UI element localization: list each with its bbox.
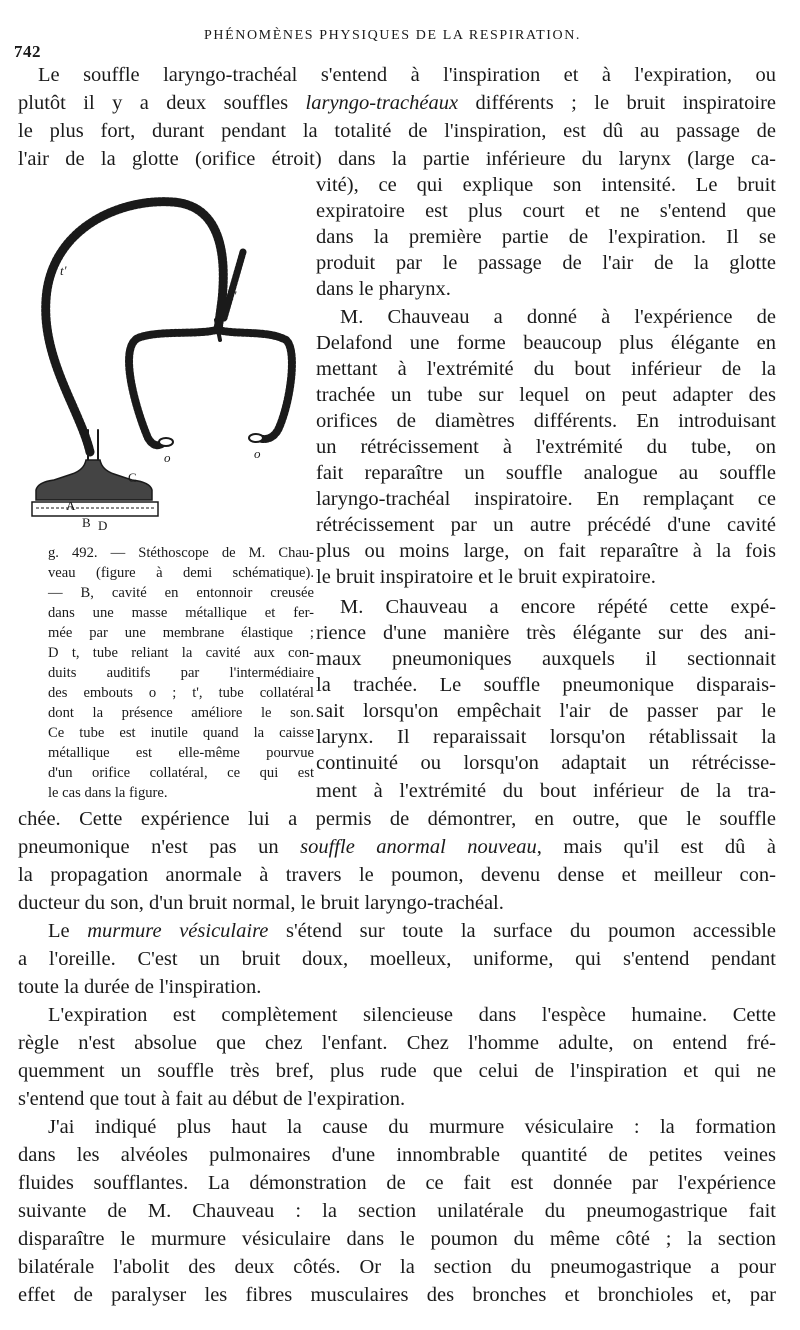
body-line: suivante de M. Chauveau : la section unilatérale du pneumogastrique fait: [18, 1200, 776, 1222]
running-head: PHÉNOMÈNES PHYSIQUES DE LA RESPIRATION.: [204, 28, 582, 43]
body-line: ment à l'extrémité du bout inférieur de la tra-: [316, 780, 776, 802]
figure-caption-line: Ce tube est inutile quand la caisse: [48, 725, 314, 741]
body-line: fait reparaître un souffle analogue au souffle: [316, 462, 776, 484]
figure-caption-line: le cas dans la figure.: [48, 785, 168, 801]
label-C: C: [128, 470, 137, 485]
body-line: dans la première partie de l'expiration. Il se: [316, 226, 776, 248]
body-line: orifices de diamètres différents. En introduisant: [316, 410, 776, 432]
body-line: produit par le passage de l'air de la glotte: [316, 252, 776, 274]
body-line: maux pneumoniques auxquels il sectionnait: [316, 648, 776, 670]
page-number: 742: [14, 42, 41, 61]
body-line: rétrécissement par un autre précédé d'une cavité: [316, 514, 776, 536]
body-line: continuité ou lorsqu'on adaptait un rétrécisse-: [316, 752, 776, 774]
body-line: plutôt il y a deux souffles laryngo-trachéaux différents ; le bruit inspiratoire: [18, 92, 776, 114]
figure-caption-line: dont la présence améliore le son.: [48, 705, 314, 721]
label-t-prime-right: t': [230, 288, 237, 303]
body-line: rience d'une manière très élégante sur des ani-: [316, 622, 776, 644]
body-line: quemment un souffle très bref, plus rude que celui de l'inspiration et qui ne: [18, 1060, 776, 1082]
body-line: bilatérale l'abolit des deux côtés. Or la section du pneumogastrique a pour: [18, 1256, 776, 1278]
body-line: trachée un tube sur lequel on peut adapter des: [316, 384, 776, 406]
label-A: A: [66, 498, 76, 513]
page-header: [14, 24, 784, 61]
body-line: sait lorsqu'on empêchait l'air de passer par le: [316, 700, 776, 722]
body-line: un rétrécissement à l'extrémité du tube, on: [316, 436, 776, 458]
body-line: règle n'est absolue que chez l'enfant. Chez l'homme adulte, on entend fré-: [18, 1032, 776, 1054]
body-line: l'air de la glotte (orifice étroit) dans la partie inférieure du larynx (large ca-: [18, 148, 776, 170]
body-line: Le murmure vésiculaire s'étend sur toute la surface du poumon accessible: [48, 920, 776, 942]
body-line: M. Chauveau a encore répété cette expé-: [340, 596, 776, 618]
figure-caption-line: mée par une membrane élastique ;: [48, 625, 314, 641]
body-line: la propagation anormale à travers le poumon, devenu dense et meilleur con-: [18, 864, 776, 886]
body-line: expiratoire est plus court et ne s'entend que: [316, 200, 776, 222]
body-line: le plus fort, durant pendant la totalité de l'inspiration, est dû au passage de: [18, 120, 776, 142]
label-D: D: [98, 518, 108, 530]
figure-caption-line: g. 492. — Stéthoscope de M. Chau-: [48, 545, 314, 561]
body-line: effet de paralyser les fibres musculaires des bronches et bronchioles et, par: [18, 1284, 776, 1306]
body-line: L'expiration est complètement silencieuse dans l'espèce humaine. Cette: [48, 1004, 776, 1026]
label-o-left: o: [164, 450, 171, 465]
body-line: J'ai indiqué plus haut la cause du murmure vésiculaire : la formation: [48, 1116, 776, 1138]
body-line: la trachée. Le souffle pneumonique disparais-: [316, 674, 776, 696]
stethoscope-figure: [28, 190, 314, 530]
body-line: laryngo-trachéal inspiratoire. En remplaçant ce: [316, 488, 776, 510]
tube-t-prime-left: [46, 202, 224, 452]
body-line: vité), ce qui explique son intensité. Le bruit: [316, 174, 776, 196]
body-line: fluides soufflantes. La démonstration de ce fait est donnée par l'expérience: [18, 1172, 776, 1194]
body-line: s'entend que tout à fait au début de l'expiration.: [18, 1088, 406, 1110]
elastic-membrane: [32, 502, 158, 516]
body-line: a l'oreille. C'est un bruit doux, moelleux, uniforme, qui s'entend pendant: [18, 948, 776, 970]
body-line: Delafond une forme beaucoup plus élégante en: [316, 332, 776, 354]
tube-right-earpiece: [218, 330, 292, 439]
body-line: dans le pharynx.: [316, 278, 451, 300]
figure-caption-line: veau (figure à demi schématique).: [48, 565, 314, 581]
figure-caption-line: — B, cavité en entonnoir creusée: [48, 585, 314, 601]
tube-left-earpiece: [129, 330, 216, 445]
stethoscope-illustration: [28, 190, 314, 530]
body-line: pneumonique n'est pas un souffle anormal nouveau, mais qu'il est dû à: [18, 836, 776, 858]
figure-caption-line: métallique est elle-même pourvue: [48, 745, 314, 761]
figure-caption-line: dans une masse métallique et fer-: [48, 605, 314, 621]
body-line: dans les alvéoles pulmonaires d'une innombrable quantité de petites veines: [18, 1144, 776, 1166]
body-line: le bruit inspiratoire et le bruit expiratoire.: [316, 566, 656, 588]
figure-caption-line: duits auditifs par l'intermédiaire: [48, 665, 314, 681]
body-line: chée. Cette expérience lui a permis de démontrer, en outre, que le souffle: [18, 808, 776, 830]
body-line: mettant à l'extrémité du bout inférieur de la: [316, 358, 776, 380]
label-B: B: [82, 515, 91, 530]
body-line: plus ou moins large, on fait reparaître à la fois: [316, 540, 776, 562]
body-line: disparaître le murmure vésiculaire dans le poumon du même côté ; la section: [18, 1228, 776, 1250]
label-t-prime-left: t': [60, 263, 67, 278]
figure-caption-line: D t, tube reliant la cavité aux con-: [48, 645, 314, 661]
body-line: ducteur du son, d'un bruit normal, le bruit laryngo-trachéal.: [18, 892, 504, 914]
figure-caption-line: d'un orifice collatéral, ce qui est: [48, 765, 314, 781]
body-line: larynx. Il reparaissait lorsqu'on rétablissait la: [316, 726, 776, 748]
body-line: M. Chauveau a donné à l'expérience de: [340, 306, 776, 328]
figure-caption-line: des embouts o ; t', tube collatéral: [48, 685, 314, 701]
body-line: toute la durée de l'inspiration.: [18, 976, 262, 998]
body-line: Le souffle laryngo-trachéal s'entend à l'inspiration et à l'expiration, ou: [38, 64, 776, 86]
label-o-right: o: [254, 446, 261, 461]
